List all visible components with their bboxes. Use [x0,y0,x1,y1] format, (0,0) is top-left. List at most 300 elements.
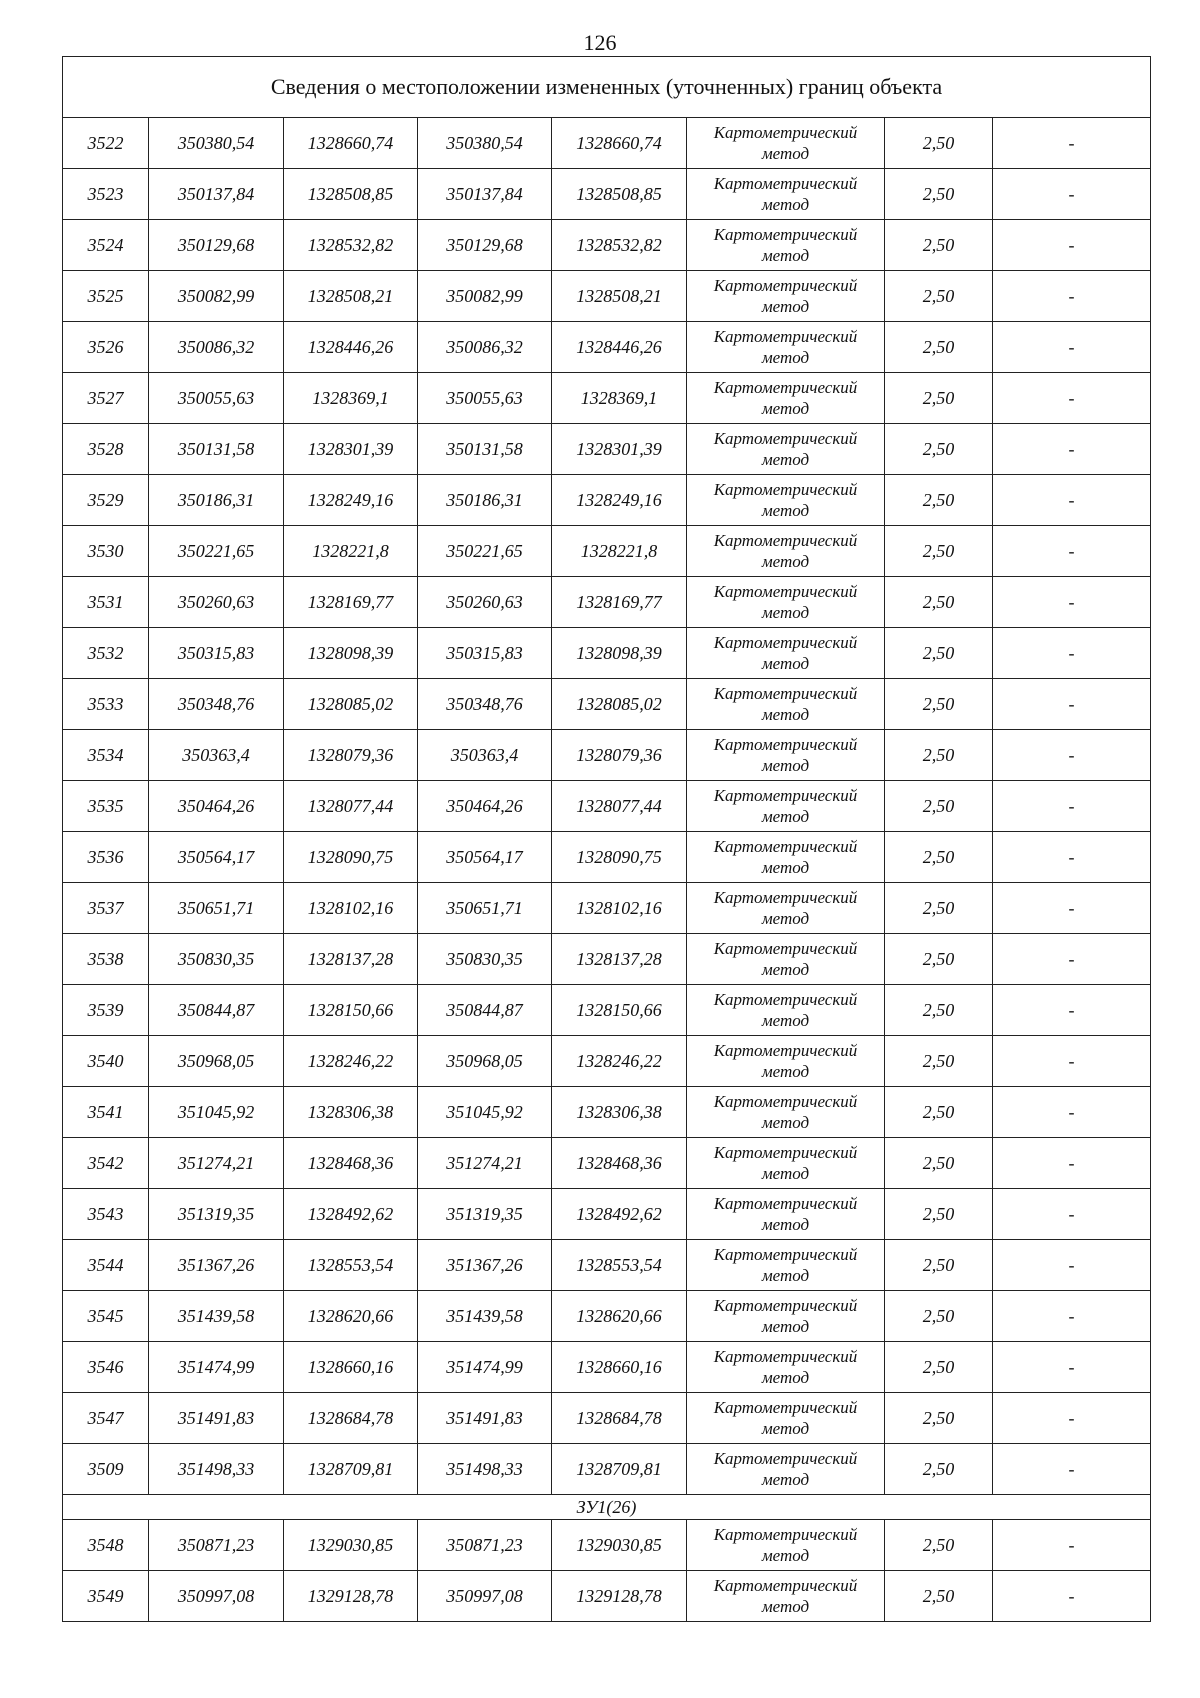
x-new-cell: 350129,68 [418,220,552,271]
x-new-cell: 351045,92 [418,1087,552,1138]
y-existing-cell: 1328249,16 [284,475,418,526]
method-cell [687,1240,885,1291]
method-line2: метод [761,756,810,775]
method-cell [687,730,885,781]
y-new-cell: 1328468,36 [552,1138,687,1189]
x-new-cell: 350082,99 [418,271,552,322]
point-number-cell: 3547 [63,1393,149,1444]
description-cell: - [993,424,1151,475]
description-cell: - [993,118,1151,169]
table-row [63,271,1151,322]
accuracy-cell: 2,50 [885,577,993,628]
accuracy-cell: 2,50 [885,832,993,883]
point-number-cell: 3549 [63,1571,149,1622]
y-new-cell: 1328085,02 [552,679,687,730]
y-existing-cell: 1328077,44 [284,781,418,832]
point-number-cell: 3522 [63,118,149,169]
y-existing-cell: 1328660,74 [284,118,418,169]
x-new-cell: 350830,35 [418,934,552,985]
method-line1: Картометрический [713,837,858,856]
method-line2: метод [761,1164,810,1183]
table-row [63,1444,1151,1495]
table-row [63,781,1151,832]
table-row [63,1036,1151,1087]
table-row [63,577,1151,628]
y-new-cell: 1328492,62 [552,1189,687,1240]
table-row [63,985,1151,1036]
accuracy-cell: 2,50 [885,1520,993,1571]
method-line2: метод [761,705,810,724]
y-new-cell: 1328660,16 [552,1342,687,1393]
description-cell: - [993,1087,1151,1138]
method-line1: Картометрический [713,582,858,601]
description-cell: - [993,1393,1151,1444]
x-existing-cell: 351045,92 [149,1087,284,1138]
coordinates-table [62,56,1151,1622]
method-line1: Картометрический [713,1143,858,1162]
x-new-cell: 350260,63 [418,577,552,628]
description-cell: - [993,1342,1151,1393]
table-row [63,1240,1151,1291]
method-cell [687,1138,885,1189]
y-new-cell: 1328660,74 [552,118,687,169]
accuracy-cell: 2,50 [885,1291,993,1342]
method-line1: Картометрический [713,888,858,907]
accuracy-cell: 2,50 [885,1189,993,1240]
description-cell: - [993,1189,1151,1240]
accuracy-cell: 2,50 [885,271,993,322]
x-existing-cell: 350380,54 [149,118,284,169]
table-row [63,475,1151,526]
point-number-cell: 3537 [63,883,149,934]
x-existing-cell: 350871,23 [149,1520,284,1571]
method-line2: метод [761,450,810,469]
page-number: 126 [583,30,617,55]
y-new-cell: 1328446,26 [552,322,687,373]
accuracy-cell: 2,50 [885,628,993,679]
table-row [63,1342,1151,1393]
description-cell: - [993,1036,1151,1087]
y-new-cell: 1328553,54 [552,1240,687,1291]
y-new-cell: 1328221,8 [552,526,687,577]
y-new-cell: 1328369,1 [552,373,687,424]
method-line1: Картометрический [713,531,858,550]
x-new-cell: 350086,32 [418,322,552,373]
y-new-cell: 1329030,85 [552,1520,687,1571]
y-existing-cell: 1328532,82 [284,220,418,271]
description-cell: - [993,373,1151,424]
table-row [63,322,1151,373]
method-cell [687,577,885,628]
description-cell: - [993,1240,1151,1291]
x-existing-cell: 350997,08 [149,1571,284,1622]
method-line1: Картометрический [713,1194,858,1213]
table-row [63,1291,1151,1342]
table-row [63,118,1151,169]
point-number-cell: 3527 [63,373,149,424]
method-line1: Картометрический [713,1449,858,1468]
y-new-cell: 1328102,16 [552,883,687,934]
accuracy-cell: 2,50 [885,883,993,934]
x-new-cell: 350651,71 [418,883,552,934]
y-existing-cell: 1328102,16 [284,883,418,934]
section-row [63,1495,1151,1520]
point-number-cell: 3532 [63,628,149,679]
method-line2: метод [761,1546,810,1565]
description-cell: - [993,322,1151,373]
table-row [63,526,1151,577]
method-line1: Картометрический [713,1296,858,1315]
table-row [63,220,1151,271]
method-line1: Картометрический [713,174,858,193]
method-line1: Картометрический [713,939,858,958]
method-line1: Картометрический [713,684,858,703]
method-line2: метод [761,603,810,622]
accuracy-cell: 2,50 [885,1087,993,1138]
accuracy-cell: 2,50 [885,475,993,526]
x-existing-cell: 350131,58 [149,424,284,475]
description-cell: - [993,1138,1151,1189]
description-cell: - [993,577,1151,628]
accuracy-cell: 2,50 [885,1138,993,1189]
y-existing-cell: 1328508,85 [284,169,418,220]
accuracy-cell: 2,50 [885,526,993,577]
description-cell: - [993,934,1151,985]
method-line2: метод [761,348,810,367]
method-cell [687,832,885,883]
point-number-cell: 3539 [63,985,149,1036]
y-new-cell: 1328077,44 [552,781,687,832]
description-cell: - [993,271,1151,322]
table-row [63,679,1151,730]
x-existing-cell: 351439,58 [149,1291,284,1342]
x-new-cell: 350564,17 [418,832,552,883]
y-new-cell: 1328620,66 [552,1291,687,1342]
method-line2: метод [761,1266,810,1285]
method-line1: Картометрический [713,633,858,652]
method-line2: метод [761,1470,810,1489]
table-row [63,730,1151,781]
x-new-cell: 350137,84 [418,169,552,220]
method-line2: метод [761,654,810,673]
method-cell [687,1571,885,1622]
x-new-cell: 350871,23 [418,1520,552,1571]
x-existing-cell: 350363,4 [149,730,284,781]
method-line2: метод [761,909,810,928]
method-line2: метод [761,1419,810,1438]
point-number-cell: 3544 [63,1240,149,1291]
x-new-cell: 350363,4 [418,730,552,781]
method-cell [687,1291,885,1342]
section-label: ЗУ1(26) [63,1495,1151,1520]
description-cell: - [993,730,1151,781]
accuracy-cell: 2,50 [885,1393,993,1444]
y-new-cell: 1328508,85 [552,169,687,220]
y-existing-cell: 1329128,78 [284,1571,418,1622]
x-new-cell: 350380,54 [418,118,552,169]
y-new-cell: 1328709,81 [552,1444,687,1495]
y-existing-cell: 1328553,54 [284,1240,418,1291]
x-existing-cell: 350129,68 [149,220,284,271]
method-line2: метод [761,501,810,520]
x-existing-cell: 351491,83 [149,1393,284,1444]
x-new-cell: 350464,26 [418,781,552,832]
table-row [63,1520,1151,1571]
method-line1: Картометрический [713,990,858,1009]
y-existing-cell: 1328150,66 [284,985,418,1036]
accuracy-cell: 2,50 [885,169,993,220]
x-existing-cell: 350137,84 [149,169,284,220]
table-row [63,1087,1151,1138]
x-new-cell: 351491,83 [418,1393,552,1444]
y-existing-cell: 1328446,26 [284,322,418,373]
method-cell [687,1189,885,1240]
point-number-cell: 3545 [63,1291,149,1342]
x-existing-cell: 350830,35 [149,934,284,985]
table-row [63,169,1151,220]
accuracy-cell: 2,50 [885,424,993,475]
method-line2: метод [761,960,810,979]
table-row [63,832,1151,883]
accuracy-cell: 2,50 [885,730,993,781]
y-existing-cell: 1328090,75 [284,832,418,883]
method-line2: метод [761,1597,810,1616]
method-line1: Картометрический [713,276,858,295]
y-existing-cell: 1328246,22 [284,1036,418,1087]
y-existing-cell: 1328620,66 [284,1291,418,1342]
point-number-cell: 3525 [63,271,149,322]
description-cell: - [993,628,1151,679]
table-row [63,628,1151,679]
description-cell: - [993,883,1151,934]
method-line1: Картометрический [713,123,858,142]
y-existing-cell: 1328306,38 [284,1087,418,1138]
method-cell [687,526,885,577]
y-existing-cell: 1328660,16 [284,1342,418,1393]
y-existing-cell: 1328301,39 [284,424,418,475]
method-cell [687,169,885,220]
x-existing-cell: 351498,33 [149,1444,284,1495]
y-new-cell: 1328169,77 [552,577,687,628]
x-existing-cell: 351474,99 [149,1342,284,1393]
x-new-cell: 350186,31 [418,475,552,526]
x-existing-cell: 350564,17 [149,832,284,883]
method-line2: метод [761,1062,810,1081]
point-number-cell: 3523 [63,169,149,220]
y-new-cell: 1328079,36 [552,730,687,781]
accuracy-cell: 2,50 [885,934,993,985]
accuracy-cell: 2,50 [885,1036,993,1087]
method-cell [687,322,885,373]
x-existing-cell: 350315,83 [149,628,284,679]
y-existing-cell: 1328137,28 [284,934,418,985]
method-line2: метод [761,858,810,877]
y-new-cell: 1328090,75 [552,832,687,883]
method-cell [687,373,885,424]
method-line1: Картометрический [713,327,858,346]
x-new-cell: 350221,65 [418,526,552,577]
table-title: Сведения о местоположении измененных (уточненных) границ объекта [63,57,1151,118]
method-cell [687,271,885,322]
y-existing-cell: 1328369,1 [284,373,418,424]
y-new-cell: 1328306,38 [552,1087,687,1138]
y-new-cell: 1328098,39 [552,628,687,679]
y-existing-cell: 1328169,77 [284,577,418,628]
x-existing-cell: 350464,26 [149,781,284,832]
description-cell: - [993,679,1151,730]
x-existing-cell: 350348,76 [149,679,284,730]
y-existing-cell: 1329030,85 [284,1520,418,1571]
x-existing-cell: 350055,63 [149,373,284,424]
method-line2: метод [761,552,810,571]
x-existing-cell: 351367,26 [149,1240,284,1291]
point-number-cell: 3534 [63,730,149,781]
point-number-cell: 3533 [63,679,149,730]
accuracy-cell: 2,50 [885,679,993,730]
x-new-cell: 351274,21 [418,1138,552,1189]
method-line1: Картометрический [713,378,858,397]
y-existing-cell: 1328508,21 [284,271,418,322]
method-line1: Картометрический [713,429,858,448]
method-cell [687,220,885,271]
x-new-cell: 350131,58 [418,424,552,475]
x-new-cell: 350844,87 [418,985,552,1036]
method-line1: Картометрический [713,1347,858,1366]
point-number-cell: 3524 [63,220,149,271]
point-number-cell: 3548 [63,1520,149,1571]
description-cell: - [993,169,1151,220]
accuracy-cell: 2,50 [885,220,993,271]
method-line2: метод [761,144,810,163]
table-row [63,1189,1151,1240]
y-new-cell: 1328150,66 [552,985,687,1036]
description-cell: - [993,1444,1151,1495]
method-line1: Картометрический [713,735,858,754]
table-row [63,1571,1151,1622]
method-cell [687,424,885,475]
x-new-cell: 351367,26 [418,1240,552,1291]
method-line2: метод [761,297,810,316]
y-new-cell: 1328532,82 [552,220,687,271]
y-new-cell: 1328508,21 [552,271,687,322]
method-cell [687,628,885,679]
method-cell [687,475,885,526]
y-new-cell: 1328684,78 [552,1393,687,1444]
table-row [63,1393,1151,1444]
x-new-cell: 351319,35 [418,1189,552,1240]
x-existing-cell: 350221,65 [149,526,284,577]
method-line2: метод [761,1011,810,1030]
y-new-cell: 1328301,39 [552,424,687,475]
method-line1: Картометрический [713,1398,858,1417]
accuracy-cell: 2,50 [885,1444,993,1495]
y-existing-cell: 1328709,81 [284,1444,418,1495]
accuracy-cell: 2,50 [885,1240,993,1291]
description-cell: - [993,781,1151,832]
table-row [63,373,1151,424]
x-existing-cell: 351319,35 [149,1189,284,1240]
accuracy-cell: 2,50 [885,1571,993,1622]
method-cell [687,1520,885,1571]
x-existing-cell: 350186,31 [149,475,284,526]
x-existing-cell: 350086,32 [149,322,284,373]
table-row [63,424,1151,475]
y-existing-cell: 1328221,8 [284,526,418,577]
point-number-cell: 3535 [63,781,149,832]
method-cell [687,934,885,985]
y-new-cell: 1328249,16 [552,475,687,526]
description-cell: - [993,526,1151,577]
method-cell [687,1444,885,1495]
y-new-cell: 1329128,78 [552,1571,687,1622]
point-number-cell: 3509 [63,1444,149,1495]
x-existing-cell: 351274,21 [149,1138,284,1189]
x-new-cell: 350997,08 [418,1571,552,1622]
x-new-cell: 351474,99 [418,1342,552,1393]
point-number-cell: 3543 [63,1189,149,1240]
description-cell: - [993,832,1151,883]
point-number-cell: 3536 [63,832,149,883]
accuracy-cell: 2,50 [885,781,993,832]
method-line1: Картометрический [713,480,858,499]
point-number-cell: 3546 [63,1342,149,1393]
x-new-cell: 350315,83 [418,628,552,679]
description-cell: - [993,1291,1151,1342]
point-number-cell: 3540 [63,1036,149,1087]
method-cell [687,1036,885,1087]
description-cell: - [993,475,1151,526]
method-line2: метод [761,1215,810,1234]
method-line1: Картометрический [713,786,858,805]
method-cell [687,1393,885,1444]
table-row [63,1138,1151,1189]
method-line1: Картометрический [713,225,858,244]
x-existing-cell: 350082,99 [149,271,284,322]
method-cell [687,985,885,1036]
accuracy-cell: 2,50 [885,1342,993,1393]
method-line2: метод [761,1317,810,1336]
x-existing-cell: 350260,63 [149,577,284,628]
method-line2: метод [761,246,810,265]
method-line2: метод [761,195,810,214]
point-number-cell: 3528 [63,424,149,475]
point-number-cell: 3538 [63,934,149,985]
method-cell [687,1342,885,1393]
point-number-cell: 3530 [63,526,149,577]
method-cell [687,679,885,730]
table-title-row [63,57,1151,118]
x-existing-cell: 350844,87 [149,985,284,1036]
x-existing-cell: 350968,05 [149,1036,284,1087]
point-number-cell: 3531 [63,577,149,628]
y-new-cell: 1328137,28 [552,934,687,985]
table-row [63,934,1151,985]
method-line1: Картометрический [713,1525,858,1544]
x-new-cell: 350968,05 [418,1036,552,1087]
point-number-cell: 3529 [63,475,149,526]
method-cell [687,883,885,934]
method-cell [687,118,885,169]
y-existing-cell: 1328085,02 [284,679,418,730]
description-cell: - [993,985,1151,1036]
method-line2: метод [761,1368,810,1387]
method-line2: метод [761,1113,810,1132]
y-existing-cell: 1328468,36 [284,1138,418,1189]
point-number-cell: 3526 [63,322,149,373]
x-new-cell: 351498,33 [418,1444,552,1495]
accuracy-cell: 2,50 [885,322,993,373]
method-line2: метод [761,807,810,826]
